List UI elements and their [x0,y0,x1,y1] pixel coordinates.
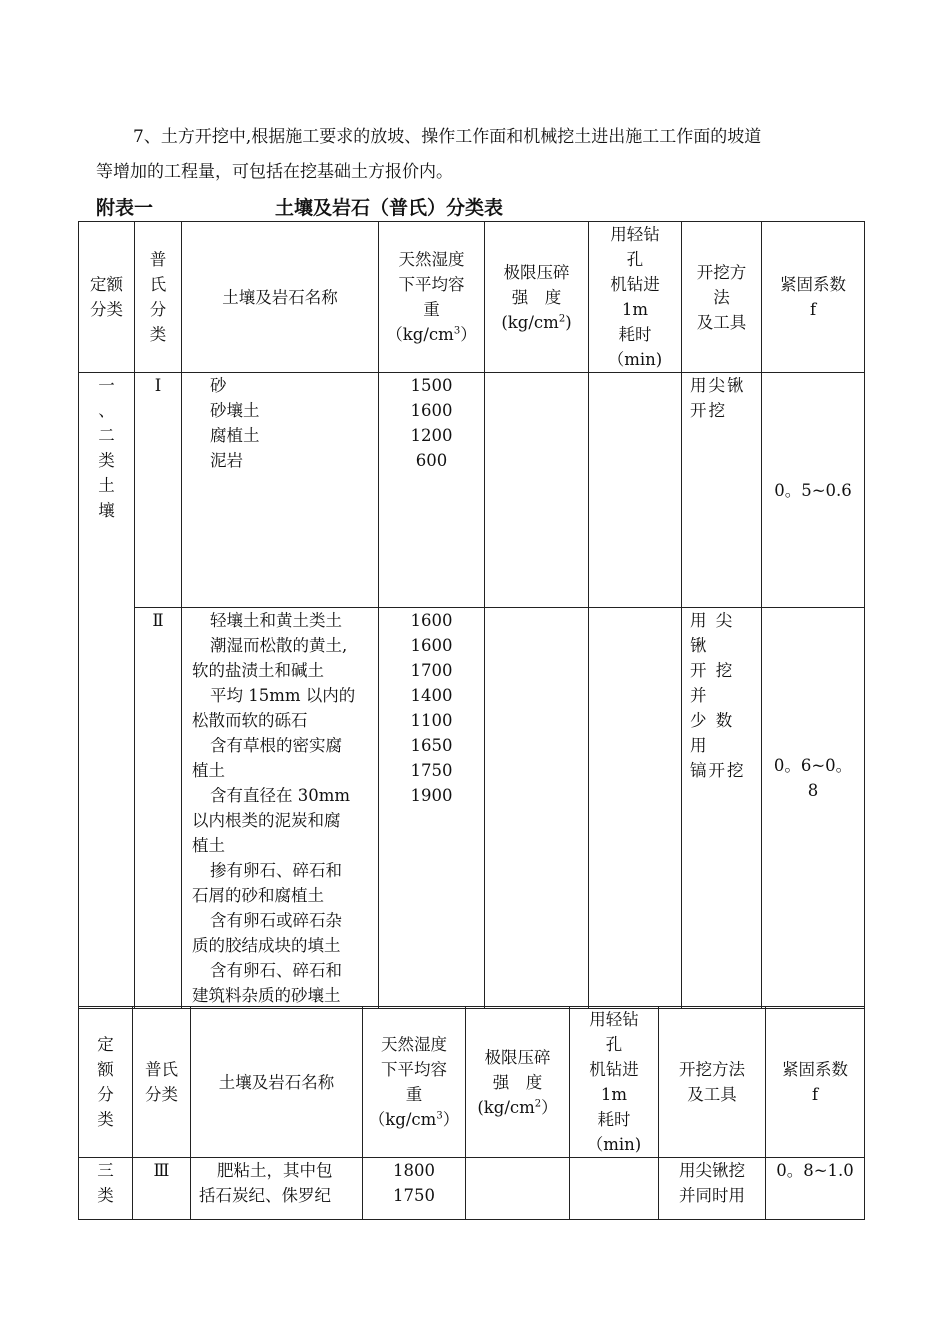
names-class-I: 砂 砂壤土 腐植土 泥岩 [182,373,379,608]
drill-time-class-II [589,608,682,1009]
header-drilling-time-2: 用轻钻 孔 机钻进 1m 耗时 （min) [570,1007,659,1158]
tool-class-III: 用尖锹挖 并同时用 [659,1158,766,1220]
header-natural-density: 天然湿度 下平均容 重 $(kg/cm^3)$ [379,222,485,373]
coefficient-class-II: 0。6~0。 8 [762,608,865,1009]
header-protodyakonov-class-2: 普氏 分类 [133,1007,191,1158]
drill-time-class-III [570,1158,659,1220]
header-quota-category-2: 定 额 分 类 [79,1007,133,1158]
header-drilling-time: 用轻钻 孔 机钻进 1m 耗时 （min) [589,222,682,373]
table-header-row-2 [79,1007,865,1158]
note-item-7-line-2: 等增加的工程量，可包括在挖基础土方报价内。 [96,162,453,182]
coefficient-class-I: 0。5~0.6 [762,373,865,608]
table-header-row [79,222,865,373]
densities-class-III: 1800 1750 [363,1158,466,1220]
names-class-II: 轻壤土和黄土类土 潮湿而松散的黄土, 软的盐渍土和碱土 平均 15mm 以内的 松散而软的砾石 含有草根的密实腐 植土 含有直径在 30mm 以内根类的泥炭和腐 植土 掺有卵石、碎石和 石屑的砂和腐植土 含有卵石或碎石杂 质的胶结成块的填土 含有卵石、碎石和 建筑料杂质的砂壤土 [182,608,379,1009]
table-title: 土壤及岩石（普氏）分类表 [275,197,504,219]
header-soil-rock-name: 土壤及岩石名称 [182,222,379,373]
table-row-class-I [79,373,865,608]
strength-class-II [485,608,589,1009]
category-label-three: 三 类 [79,1158,133,1220]
note-item-7-line-1: 7、土方开挖中,根据施工要求的放坡、操作工作面和机械挖土进出施工工作面的坡道 [133,127,762,147]
soil-classification-table-continued [78,1006,865,1220]
header-excavation-method: 开挖方 法 及工具 [682,222,762,373]
names-class-III: 肥粘土，其中包 括石炭纪、侏罗纪 [191,1158,363,1220]
table-row-class-III [79,1158,865,1220]
appendix-label: 附表一 [96,197,154,219]
densities-class-I: 1500 1600 1200 600 [379,373,485,608]
header-compressive-strength-2: 极限压碎 强 度 $(kg/cm^2)$ [466,1007,570,1158]
header-firmness-coefficient-2: 紧固系数 f [766,1007,865,1158]
category-label-one-two: 一 、 二 类 土 壤 [79,373,135,1009]
tool-class-I: 用尖锹开挖 [682,373,762,608]
coefficient-class-III: 0。8~1.0 [766,1158,865,1220]
header-protodyakonov-class: 普 氏 分 类 [135,222,182,373]
table-row-class-II [79,608,865,1009]
header-firmness-coefficient: 紧固系数 f [762,222,865,373]
header-natural-density-2: 天然湿度 下平均容 重 $(kg/cm^3)$ [363,1007,466,1158]
header-soil-rock-name-2: 土壤及岩石名称 [191,1007,363,1158]
strength-class-I [485,373,589,608]
drill-time-class-I [589,373,682,608]
grade-II: Ⅱ [135,608,182,1009]
grade-I: Ⅰ [135,373,182,608]
header-quota-category: 定额 分类 [79,222,135,373]
header-excavation-method-2: 开挖方法 及工具 [659,1007,766,1158]
grade-III: Ⅲ [133,1158,191,1220]
header-compressive-strength: 极限压碎 强 度 $(kg/cm^2)$ [485,222,589,373]
table-heading [96,193,504,220]
soil-classification-table [78,221,865,1009]
strength-class-III [466,1158,570,1220]
densities-class-II: 1600 1600 1700 1400 1100 1650 1750 1900 [379,608,485,1009]
tool-class-II: 用 尖 锹 开 挖 并 少 数 用 镐开挖 [682,608,762,1009]
